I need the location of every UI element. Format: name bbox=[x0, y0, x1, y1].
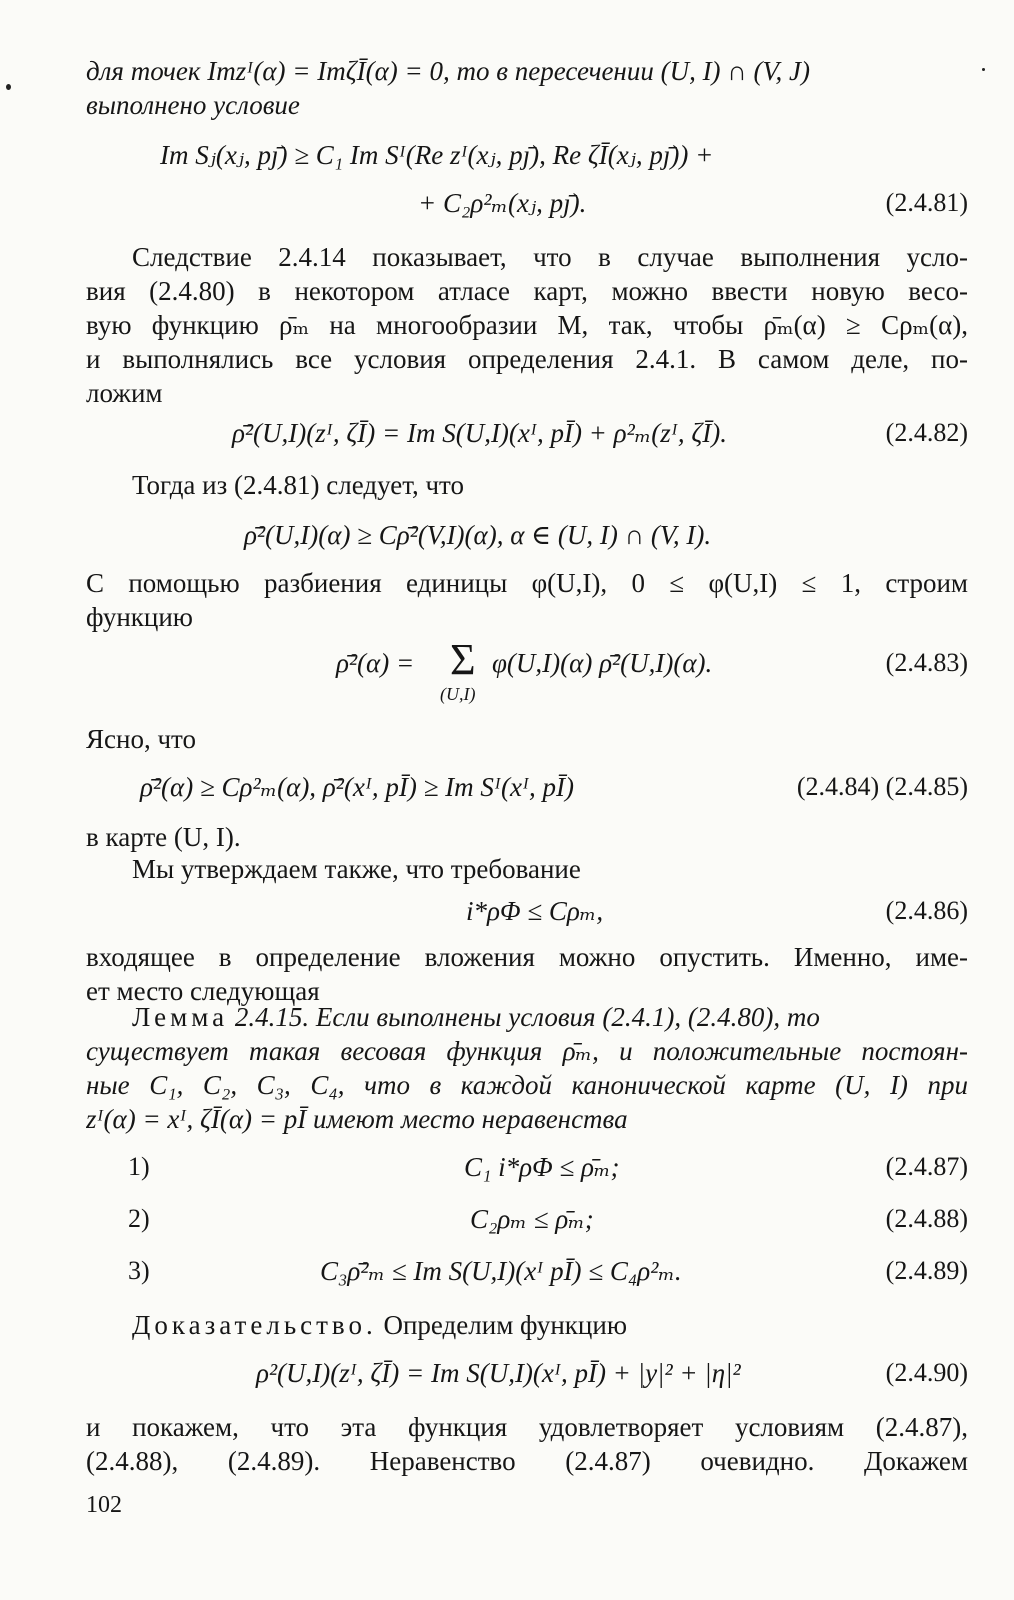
text-line: входящее в определение вложения можно опустить. Именно, име- bbox=[86, 942, 968, 972]
proof-label: Доказательство. bbox=[132, 1310, 377, 1340]
equation-2-4-90: ρ²(U,I)(zᴵ, ζĪ) = Im S(U,I)(xᴵ, pĪ) + |y|² + |η|² bbox=[256, 1358, 741, 1388]
equation-number: (2.4.86) bbox=[885, 896, 968, 925]
text-line: ложим bbox=[86, 378, 163, 408]
equation-2-4-81-line1: Im Sⱼ(xⱼ, pȷ̄) ≥ C₁ Im Sᴵ(Re zᴵ(xⱼ, pȷ̄), Re ζĪ(xⱼ, pȷ̄)) + bbox=[160, 140, 714, 170]
text-line: ет место следующая bbox=[86, 976, 320, 1006]
equation-number: (2.4.90) bbox=[885, 1358, 968, 1387]
text-line: в карте (U, I). bbox=[86, 822, 241, 852]
equation-number: (2.4.82) bbox=[885, 418, 968, 447]
proof-text: Определим функцию bbox=[383, 1310, 627, 1340]
scan-speck bbox=[6, 84, 11, 90]
equation-2-4-82: ρ̄²(U,I)(zᴵ, ζĪ) = Im S(U,I)(xᴵ, pĪ) + ρ²ₘ(zᴵ, ζĪ). bbox=[232, 418, 727, 448]
equation-2-4-88: C₂ρₘ ≤ ρ̄ₘ; bbox=[470, 1204, 594, 1234]
equation-number: (2.4.89) bbox=[885, 1256, 968, 1285]
equation-2-4-83-lhs: ρ̄²(α) = bbox=[336, 648, 415, 678]
lemma-line bbox=[132, 1000, 968, 1034]
text-line: Следствие 2.4.14 показывает, что в случае выполнения усло- bbox=[132, 242, 968, 272]
text-line: (2.4.88), (2.4.89). Неравенство (2.4.87) очевидно. Докажем bbox=[86, 1446, 968, 1476]
lemma-line: zᴵ(α) = xᴵ, ζĪ(α) = pĪ имеют место неравенства bbox=[86, 1104, 628, 1134]
text-line: Ясно, что bbox=[86, 724, 196, 754]
item-number: 1) bbox=[128, 1152, 150, 1181]
equation-2-4-81-line2: + C₂ρ²ₘ(xⱼ, pȷ̄). bbox=[418, 188, 587, 218]
text-line: для точек Imzᴵ(α) = ImζĪ(α) = 0, то в пересечении (U, I) ∩ (V, J) bbox=[86, 56, 811, 86]
lemma-line: ные C₁, C₂, C₃, C₄, что в каждой канонической карте (U, I) при bbox=[86, 1070, 968, 1100]
lemma-text: 2.4.15. Если выполнены условия (2.4.1), (2.4.80), то bbox=[234, 1002, 820, 1032]
text-line: и выполнялись все условия определения 2.4.1. В самом деле, по- bbox=[86, 344, 968, 374]
equation-2-4-86: i*ρΦ ≤ Cρₘ, bbox=[466, 896, 604, 926]
proof-line bbox=[132, 1308, 968, 1342]
inequality-chart-transition: ρ̄²(U,I)(α) ≥ Cρ̄²(V,I)(α), α ∈ (U, I) ∩ (V, I). bbox=[244, 520, 712, 550]
equation-2-4-83-rhs: φ(U,I)(α) ρ̄²(U,I)(α). bbox=[492, 648, 713, 678]
text-line: вия (2.4.80) в некотором атласе карт, можно ввести новую весо- bbox=[86, 276, 968, 306]
page-number: 102 bbox=[86, 1492, 122, 1518]
lemma-line: существует такая весовая функция ρ̄ₘ, и положительные постоян- bbox=[86, 1036, 968, 1066]
text-line: функцию bbox=[86, 602, 193, 632]
equation-number: (2.4.81) bbox=[885, 188, 968, 217]
equation-2-4-84-85: ρ̄²(α) ≥ Cρ²ₘ(α), ρ̄²(xᴵ, pĪ) ≥ Im Sᴵ(xᴵ, pĪ) bbox=[140, 772, 574, 802]
item-number: 3) bbox=[128, 1256, 150, 1285]
sum-subscript: (U,I) bbox=[440, 684, 476, 704]
text-line: выполнено условие bbox=[86, 90, 300, 120]
equation-number: (2.4.87) bbox=[885, 1152, 968, 1181]
lemma-label: Лемма bbox=[132, 1002, 229, 1032]
text-line: Тогда из (2.4.81) следует, что bbox=[132, 470, 465, 500]
equation-number: (2.4.88) bbox=[885, 1204, 968, 1233]
equation-2-4-89: C₃ρ̄²ₘ ≤ Im S(U,I)(xᴵ pĪ) ≤ C₄ρ²ₘ. bbox=[320, 1256, 682, 1286]
text-line: вую функцию ρ̄ₘ на многообразии M, так, чтобы ρ̄ₘ(α) ≥ Cρₘ(α), bbox=[86, 310, 968, 340]
sum-sign: Σ bbox=[450, 635, 476, 684]
scan-speck bbox=[982, 68, 985, 71]
text-line: и покажем, что эта функция удовлетворяет условиям (2.4.87), bbox=[86, 1412, 968, 1442]
text-line: Мы утверждаем также, что требование bbox=[132, 854, 581, 884]
equation-2-4-87: C₁ i*ρΦ ≤ ρ̄ₘ; bbox=[464, 1152, 620, 1182]
text-line: С помощью разбиения единицы φ(U,I), 0 ≤ φ(U,I) ≤ 1, строим bbox=[86, 568, 968, 598]
equation-number: (2.4.83) bbox=[885, 648, 968, 677]
item-number: 2) bbox=[128, 1204, 150, 1233]
equation-number: (2.4.84) (2.4.85) bbox=[796, 772, 968, 801]
